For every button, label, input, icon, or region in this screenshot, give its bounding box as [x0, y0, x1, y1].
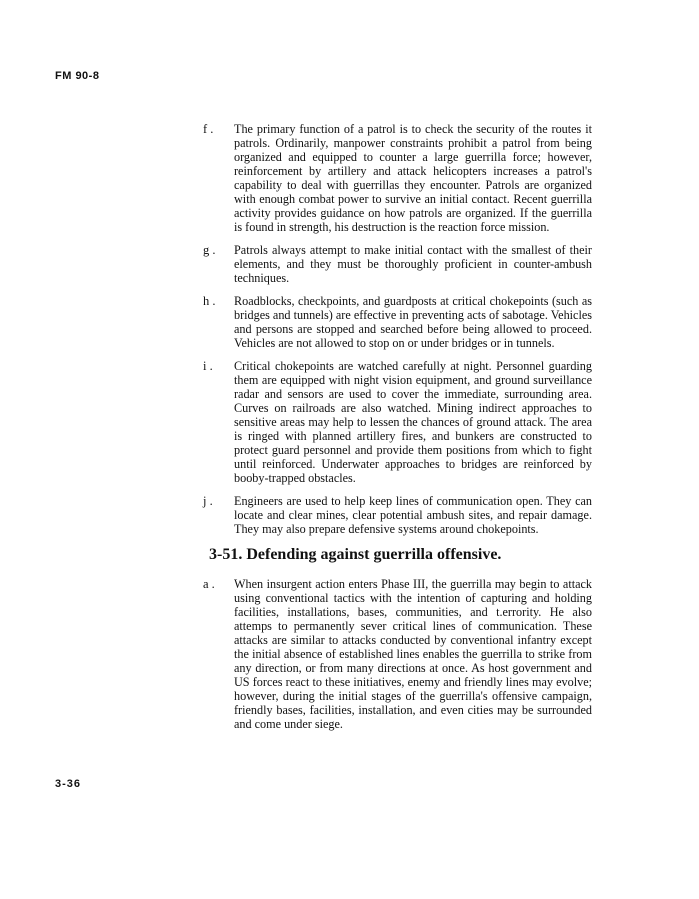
paragraph-label: h .	[203, 294, 216, 308]
paragraph-a	[200, 577, 592, 731]
running-head: FM 90-8	[55, 70, 100, 82]
paragraph-text: When insurgent action enters Phase III, the guerrilla may begin to attack using conventional tactics with the intention of capturing and holding facilities, installations, bases, communities, and t.errority. He also attemps to permanently sever critical lines of communication. These attacks are similar to attacks conducted by conventional infantry except the initial absence of established lines enables the guerrilla to strike from any direction, or from many directions at once. As host government and US forces react to these initiatives, enemy and friendly lines may evolve; however, during the initial stages of the guerrilla's offensive campaign, friendly bases, facilities, installation, and even cities may be surrounded and come under siege.	[234, 577, 592, 731]
paragraph-label: a .	[203, 577, 215, 591]
paragraph-g	[200, 243, 592, 285]
paragraph-text: Engineers are used to help keep lines of communication open. They can locate and clear mines, clear potential ambush sites, and repair damage. They may also prepare defensive systems around chokepoints.	[234, 494, 592, 536]
paragraph-label: g .	[203, 243, 216, 257]
paragraph-text: The primary function of a patrol is to check the security of the routes it patrols. Ordinarily, manpower constraints prohibit a patrol from being organized and equipped to counter a large guerrilla force; however, reinforcement by artillery and attack helicopters increases a patrol's capability to deal with guerrillas they encounter. Patrols are organized with enough combat power to survive an initial contact. Recent guerrilla activity provides guidance on how patrols are organized. If the guerrilla is found in strength, his destruction is the reaction force mission.	[234, 122, 592, 234]
paragraph-j	[200, 494, 592, 536]
paragraph-f	[200, 122, 592, 234]
body-content	[200, 122, 592, 740]
paragraph-text: Critical chokepoints are watched carefully at night. Personnel guarding them are equipped with night vision equipment, and ground surveillance radar and sensors are used to cover the immediate, surrounding area. Curves on railroads are also watched. Mining indirect approaches to sensitive areas may help to lessen the chances of ground attack. The area is ringed with planned artillery fires, and bunkers are constructed to protect guard personnel and provide them positions from which to fight until reinforced. Underwater approaches to bridges are reinforced by booby-trapped obstacles.	[234, 359, 592, 485]
paragraph-text: Patrols always attempt to make initial contact with the smallest of their elements, and they must be thoroughly proficient in counter-ambush techniques.	[234, 243, 592, 285]
paragraph-label: j .	[203, 494, 213, 508]
paragraph-label: f .	[203, 122, 214, 136]
paragraph-h	[200, 294, 592, 350]
paragraph-label: i .	[203, 359, 213, 373]
paragraph-text: Roadblocks, checkpoints, and guardposts at critical chokepoints (such as bridges and tunnels) are effective in preventing acts of sabotage. Vehicles and persons are stopped and searched before being allowed to proceed. Vehicles are not allowed to stop on or under bridges or in tunnels.	[234, 294, 592, 350]
paragraph-i	[200, 359, 592, 485]
section-heading: 3-51. Defending against guerrilla offensive.	[209, 546, 502, 563]
page-number: 3-36	[55, 778, 82, 790]
